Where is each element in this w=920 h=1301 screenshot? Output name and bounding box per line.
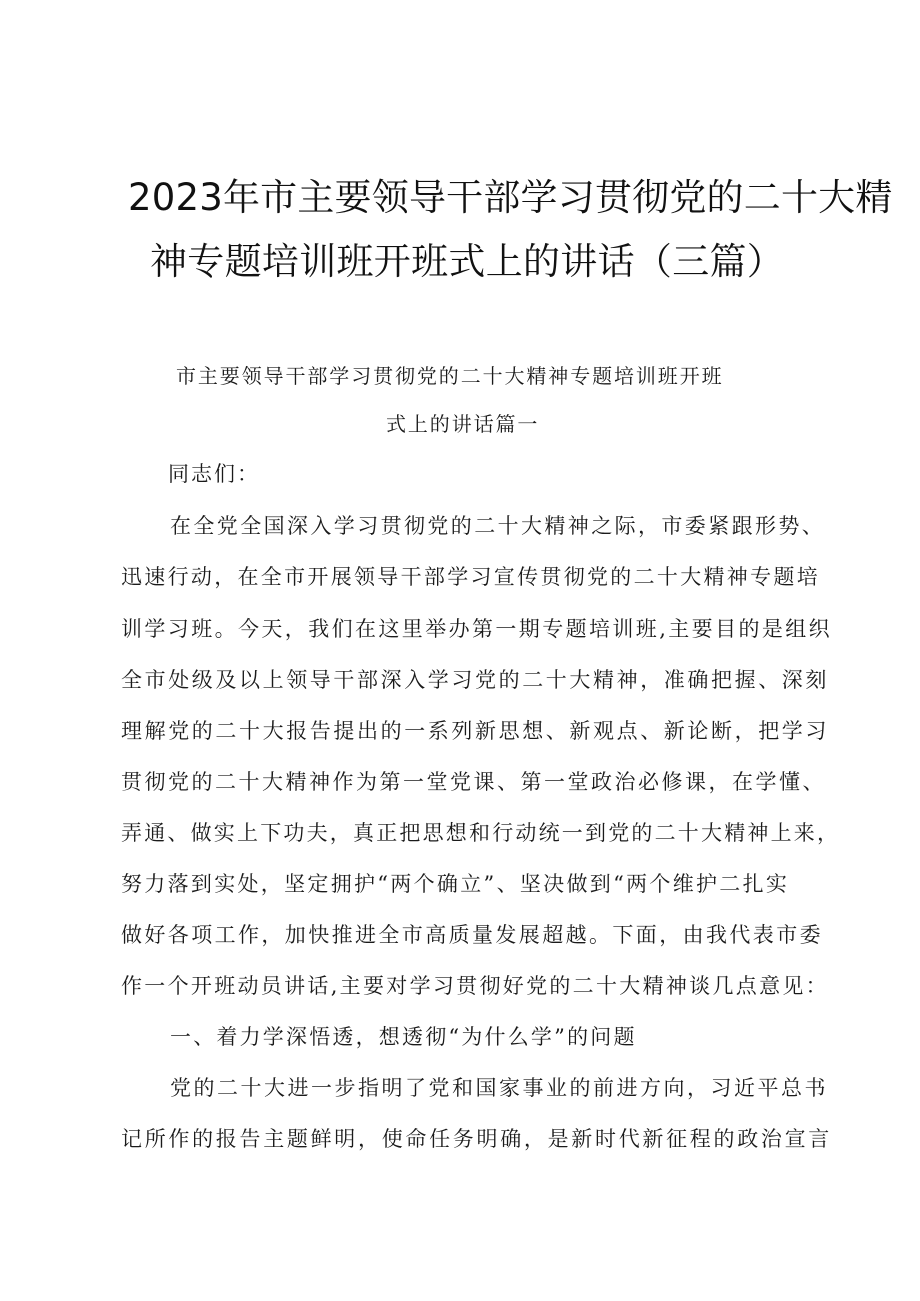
subtitle-line-1: 市主要领导干部学习贯彻党的二十大精神专题培训班开班: [176, 364, 724, 388]
body-line-8: 努力落到实处，坚定拥护“两个确立”、坚决做到“两个维护二扎实: [121, 872, 790, 896]
subtitle-line-2: 式上的讲话篇一: [386, 412, 540, 436]
body-line-1: 在全党全国深入学习贯彻党的二十大精神之际，市委紧跟形势、: [170, 514, 826, 538]
body-line-13: 记所作的报告主题鲜明，使命任务明确，是新时代新征程的政治宣言: [121, 1127, 832, 1151]
document-title-line-1: 2023年市主要领导干部学习贯彻党的二十大精: [128, 176, 893, 219]
document-title-line-2: 神专题培训班开班式上的讲话（三篇）: [150, 240, 785, 283]
body-line-4: 全市处级及以上领导干部深入学习党的二十大精神，准确把握、深刻: [121, 668, 829, 692]
salutation: 同志们：: [168, 462, 260, 486]
body-line-6: 贯彻党的二十大精神作为第一堂党课、第一堂政治必修课，在学懂、: [121, 770, 826, 794]
body-line-7: 弄通、做实上下功夫，真正把思想和行动统一到党的二十大精神上来，: [121, 821, 841, 845]
body-line-5: 理解党的二十大报告提出的一系列新思想、新观点、新论断，把学习: [121, 719, 829, 743]
body-line-3: 训学习班。今天，我们在这里举办第一期专题培训班,主要目的是组织: [121, 617, 833, 641]
body-line-10: 作一个开班动员讲话,主要对学习贯彻好党的二十大精神谈几点意见：: [121, 974, 829, 998]
section-heading-1: 一、着力学深悟透，想透彻“为什么学”的问题: [170, 1025, 637, 1049]
body-line-12: 党的二十大进一步指明了党和国家事业的前进方向，习近平总书: [170, 1076, 828, 1100]
body-line-2: 迅速行动，在全市开展领导干部学习宣传贯彻党的二十大精神专题培: [121, 565, 820, 589]
body-line-9: 做好各项工作，加快推进全市高质量发展超越。下面，由我代表市委: [121, 923, 823, 947]
